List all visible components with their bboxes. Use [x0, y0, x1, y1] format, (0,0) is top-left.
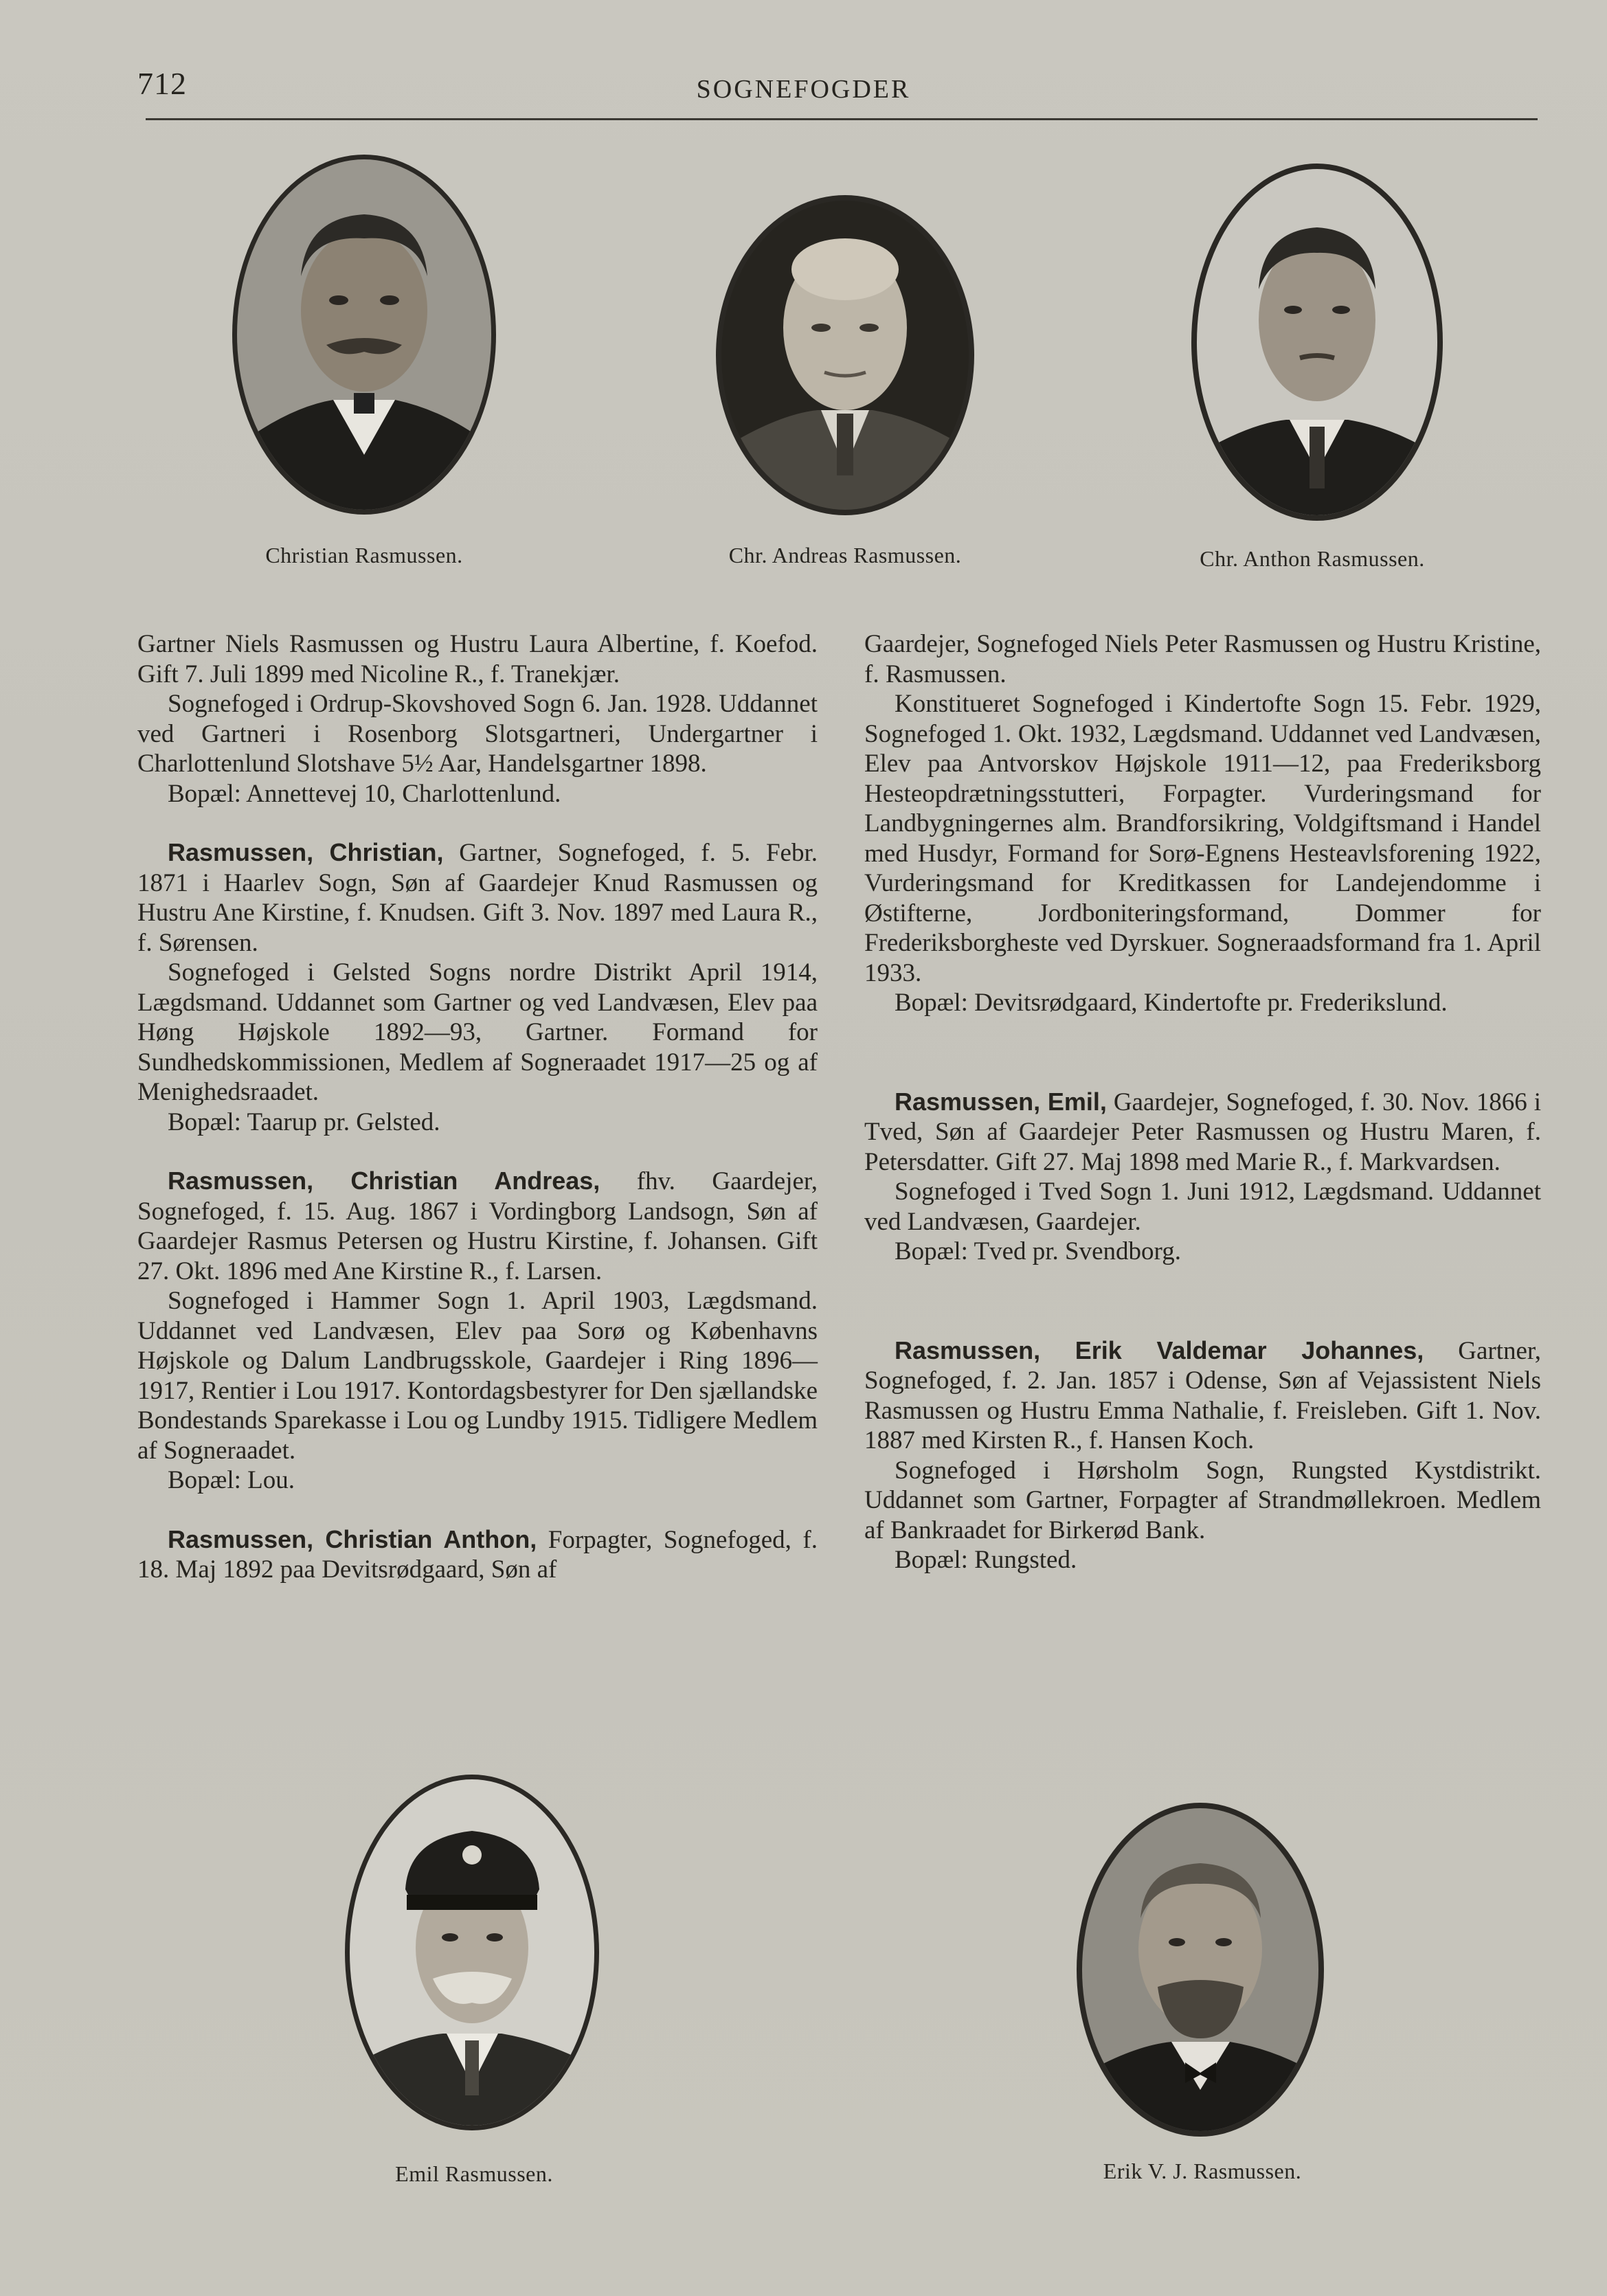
- biography-entry: [137, 1524, 818, 1585]
- spacer: [137, 1137, 818, 1166]
- portrait-photo-bald-man: [715, 194, 976, 517]
- entry-intro: Gaardejer, Sognefoged, f. 30. Nov. 1866 i Tved, Søn af Gaardejer Peter Rasmussen og Hustru Maren, f. Petersdatter. Gift 27. Maj 1898 med Marie R., f. Markvardsen.: [864, 1088, 1541, 1176]
- left-column: [137, 629, 818, 1585]
- residence-text: Bopæl: Lou.: [168, 1466, 295, 1494]
- career-text: Sognefoged i Hørsholm Sogn, Rungsted Kystdistrikt. Uddannet som Gartner, Forpagter af Strandmøllekroen. Medlem af Bankraadet for Birkerød Bank.: [864, 1456, 1541, 1544]
- residence-text: Bopæl: Devitsrødgaard, Kindertofte pr. Frederikslund.: [895, 989, 1448, 1017]
- right-column: [864, 629, 1541, 1575]
- career-text: Sognefoged i Gelsted Sogns nordre Distrikt April 1914, Lægdsmand. Uddannet som Gartner og ved Landvæsen, Elev paa Høng Højskole 1892—93, Gartner. Formand for Sundhedskommissionen, Medlem af Sogneraadet 1917—25 og af Menighedsraadet.: [137, 958, 818, 1106]
- entry-name: Rasmussen, Christian Andreas,: [168, 1167, 600, 1195]
- portrait-photo-man-tie: [1190, 162, 1444, 523]
- portrait-caption: Christian Rasmussen.: [265, 543, 463, 567]
- spacer: [137, 809, 818, 837]
- portrait-photo-man-cap: [344, 1772, 601, 2133]
- career-text: Sognefoged i Ordrup-Skovshoved Sogn 6. Jan. 1928. Uddannet ved Gartneri i Rosenborg Slotsgartneri, Undergartner i Charlottenlund Slotshave 5½ Aar, Handelsgartner 1898.: [137, 690, 818, 778]
- entry-intro: Gartner, Sognefoged, f. 2. Jan. 1857 i Odense, Søn af Vejassistent Niels Rasmussen og Hustru Emma Nathalie, f. Freisleben. Gift 1. Nov. 1887 med Kirsten R., f. Hansen Koch.: [864, 1336, 1541, 1454]
- portrait-photo-bearded-man: [1075, 1801, 1326, 2138]
- spacer: [864, 1018, 1541, 1087]
- running-title: SOGNEFOGDER: [696, 75, 911, 104]
- page-number: 712: [137, 66, 187, 101]
- biography-entry: [137, 837, 818, 958]
- entry-intro: Gartner, Sognefoged, f. 5. Febr. 1871 i Haarlev Sogn, Søn af Gaardejer Knud Rasmussen og Hustru Ane Kirstine, f. Knudsen. Gift 3. Nov. 1897 med Laura R., f. Sørensen.: [137, 839, 818, 957]
- residence-text: Bopæl: Rungsted.: [895, 1546, 1077, 1574]
- career-text: Sognefoged i Hammer Sogn 1. April 1903, Lægdsmand. Uddannet ved Landvæsen, Elev paa Sorø og Københavns Højskole og Dalum Landbrugsskole, Gaardejer i Ring 1896—1917, Rentier i Lou 1917. Kontordagsbestyrer for Den sjællandske Bondestands Sparekasse i Lou og Lundby 1915. Tidligere Medlem af Sogneraadet.: [137, 1287, 818, 1465]
- portrait-photo-mustache-man: [230, 153, 498, 517]
- header-rule: [146, 118, 1538, 120]
- spacer: [137, 1496, 818, 1524]
- entry-intro: Forpagter, Sognefoged, f. 18. Maj 1892 paa Devitsrødgaard, Søn af: [137, 1525, 818, 1584]
- portrait-caption: Chr. Anthon Rasmussen.: [1200, 546, 1425, 571]
- residence-text: Bopæl: Annettevej 10, Charlottenlund.: [168, 779, 561, 808]
- portrait-caption: Emil Rasmussen.: [395, 2161, 553, 2186]
- biography-entry: [864, 1087, 1541, 1178]
- portrait-caption: Chr. Andreas Rasmussen.: [728, 543, 962, 567]
- biography-entry: [137, 1166, 818, 1286]
- entry-intro: fhv. Gaardejer, Sognefoged, f. 15. Aug. 1867 i Vordingborg Landsogn, Søn af Gaardejer Rasmus Petersen og Hustru Kirstine, f. Johansen. Gift 27. Okt. 1896 med Ane Kirstine R., f. Larsen.: [137, 1167, 818, 1285]
- entry-name: Rasmussen, Emil,: [895, 1087, 1107, 1116]
- entry-name: Rasmussen, Erik Valdemar Johannes,: [895, 1336, 1424, 1364]
- continuation-text: Gaardejer, Sognefoged Niels Peter Rasmussen og Hustru Kristine, f. Rasmussen.: [864, 630, 1541, 688]
- portrait-caption: Erik V. J. Rasmussen.: [1103, 2159, 1302, 2183]
- biography-entry: [864, 1336, 1541, 1456]
- spacer: [864, 1267, 1541, 1336]
- continuation-text: Gartner Niels Rasmussen og Hustru Laura Albertine, f. Koefod. Gift 7. Juli 1899 med Nicoline R., f. Tranekjær.: [137, 630, 818, 688]
- residence-text: Bopæl: Taarup pr. Gelsted.: [168, 1107, 440, 1136]
- career-text: Konstitueret Sognefoged i Kindertofte Sogn 15. Febr. 1929, Sognefoged 1. Okt. 1932, Lægdsmand. Uddannet ved Landvæsen, Elev paa Antvorskov Højskole 1911—12, paa Frederiksborg Hesteopdrætningsstutteri, Forpagter. Vurderingsmand for Landbygningernes alm. Brandforsikring, Voldgiftsmand i Handel med Husdyr, Formand for Sorø-Egnens Hesteavlsforening 1922, Vurderingsmand for Kreditkassen for Landejendomme i Østifterne, Jordboniteringsformand, Dommer for Frederiksborgheste ved Dyrskuer. Sogneraadsformand fra 1. April 1933.: [864, 690, 1541, 987]
- entry-name: Rasmussen, Christian,: [168, 838, 444, 866]
- career-text: Sognefoged i Tved Sogn 1. Juni 1912, Lægdsmand. Uddannet ved Landvæsen, Gaardejer.: [864, 1178, 1541, 1236]
- residence-text: Bopæl: Tved pr. Svendborg.: [895, 1237, 1181, 1265]
- entry-name: Rasmussen, Christian Anthon,: [168, 1524, 537, 1553]
